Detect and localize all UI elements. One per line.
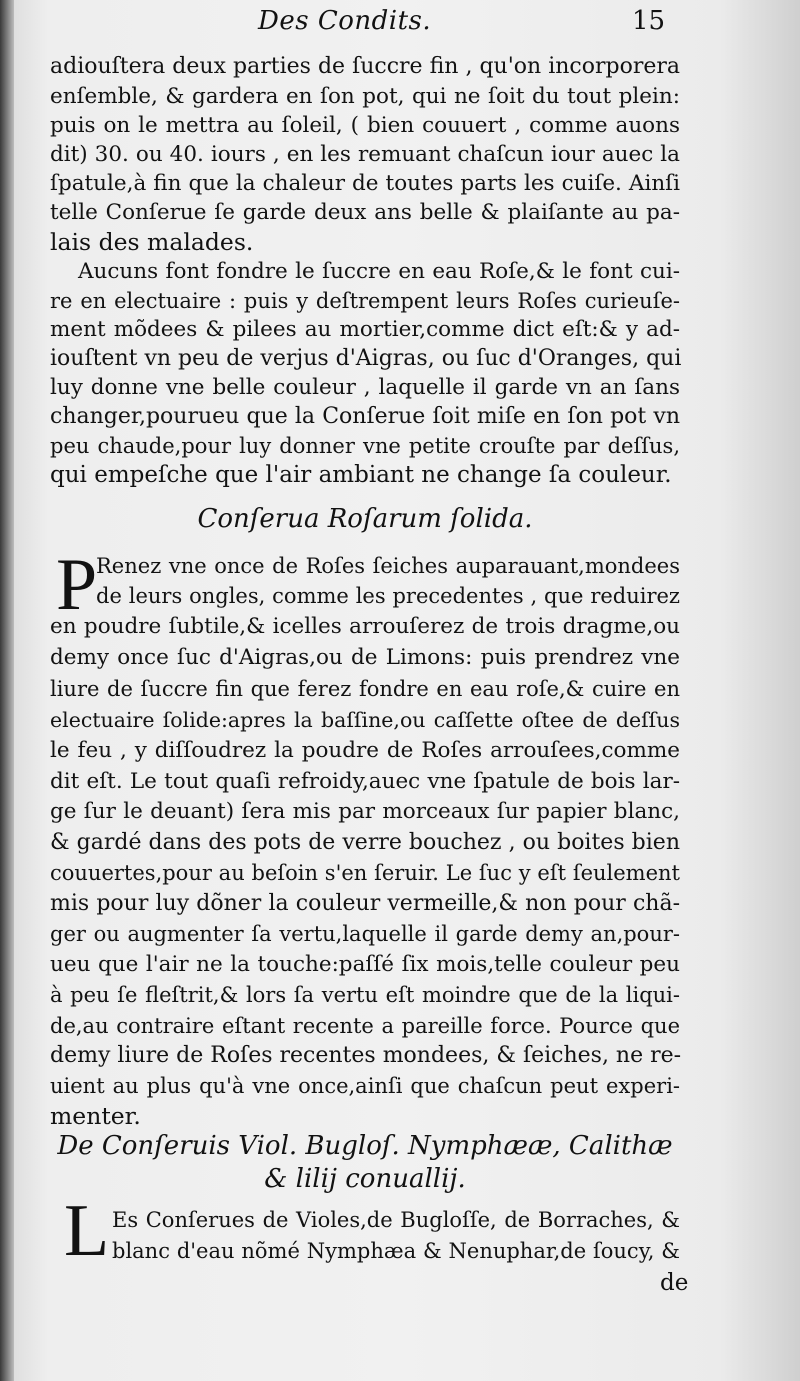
text-line: couuertes,pour au beſoin s'en ſeruir. Le ſuc y eſt ſeulement bbox=[50, 861, 680, 885]
text-line: de leurs ongles, comme les precedentes , que reduirez bbox=[96, 584, 680, 608]
text-line: en poudre ſubtile,& icelles arrouſerez de trois dragme,ou bbox=[50, 614, 680, 639]
page-number: 15 bbox=[632, 6, 666, 36]
text-line: changer,pourueu que la Conſerue ſoit miſe en ſon pot vn bbox=[50, 404, 680, 429]
catchword: de bbox=[660, 1270, 689, 1296]
text-line: & gardé dans des pots de verre bouchez , ou boites bien bbox=[50, 830, 680, 855]
text-line: Aucuns font fondre le ſuccre en eau Roſe,& le font cui- bbox=[78, 259, 680, 284]
drop-cap: P bbox=[56, 544, 98, 626]
text-line: peu chaude,pour luy donner vne petite crouſte par deſſus, bbox=[50, 434, 680, 458]
text-line: ge ſur le deuant) ſera mis par morceaux ſur papier blanc, bbox=[50, 799, 680, 824]
text-line: uient au plus qu'à vne once,ainſi que chaſcun peut experi- bbox=[50, 1074, 680, 1098]
drop-cap: L bbox=[64, 1190, 110, 1272]
text-line: dit eſt. Le tout quaſi refroidy,auec vne ſpatule de bois lar- bbox=[50, 769, 680, 794]
section-heading-continuation: & lilij conuallij. bbox=[264, 1164, 466, 1194]
text-line: ueu que l'air ne la touche:paſſé ſix mois,telle couleur peu bbox=[50, 952, 680, 977]
text-line: qui empeſche que l'air ambiant ne change ſa couleur. bbox=[50, 462, 672, 488]
section-heading: Conſerua Roſarum ſolida. bbox=[197, 504, 533, 534]
text-line: de,au contraire eſtant recente a pareille force. Pource que bbox=[50, 1014, 680, 1038]
text-line: telle Conſerue ſe garde deux ans belle & plaiſante au pa- bbox=[50, 200, 680, 225]
text-line: adiouſtera deux parties de ſuccre fin , qu'on incorporera bbox=[50, 54, 680, 79]
text-line: puis on le mettra au ſoleil, ( bien couuert , comme auons bbox=[50, 113, 680, 138]
text-line: luy donne vne belle couleur , laquelle il garde vn an ſans bbox=[50, 375, 680, 400]
page-gutter-shadow bbox=[0, 0, 14, 1381]
text-line: blanc d'eau nõmé Nymphæa & Nenuphar,de ſoucy, & bbox=[112, 1239, 680, 1263]
text-line: demy liure de Roſes recentes mondees, & ſeiches, ne re- bbox=[50, 1043, 682, 1068]
text-line: mis pour luy dõner la couleur vermeille,& non pour chã- bbox=[50, 891, 680, 916]
text-line: menter. bbox=[50, 1102, 141, 1130]
text-line: le feu , y diſſoudrez la poudre de Roſes arrouſees,comme bbox=[50, 738, 680, 763]
text-line: re en electuaire : puis y deſtrempent leurs Roſes curieuſe- bbox=[50, 289, 680, 313]
text-line: lais des malades. bbox=[50, 228, 254, 256]
text-line: demy once ſuc d'Aigras,ou de Limons: puis prendrez vne bbox=[50, 645, 680, 670]
text-line: à peu ſe fleſtrit,& lors ſa vertu eſt moindre que de la liqui- bbox=[50, 983, 680, 1007]
text-line: electuaire ſolide:apres la baſſine,ou caſſette oſtee de deſſus bbox=[50, 708, 680, 732]
text-line: ſpatule,à fin que la chaleur de toutes parts les cuiſe. Ainſi bbox=[50, 171, 680, 196]
text-line: Renez vne once de Roſes ſeiches auparauant,mondees bbox=[96, 554, 680, 578]
text-line: ger ou augmenter ſa vertu,laquelle il garde demy an,pour- bbox=[50, 922, 680, 946]
text-line: Es Conſerues de Violes,de Bugloſſe, de Borraches, & bbox=[112, 1208, 680, 1232]
section-heading: De Conſeruis Viol. Bugloſ. Nymphææ, Calithæ bbox=[57, 1131, 673, 1161]
text-line: liure de ſuccre fin que ferez fondre en eau roſe,& cuire en bbox=[50, 677, 680, 701]
text-line: ment mõdees & pilees au mortier,comme dict eſt:& y ad- bbox=[50, 317, 680, 342]
text-line: enſemble, & gardera en ſon pot, qui ne ſoit du tout plein: bbox=[50, 84, 680, 109]
text-line: iouſtent vn peu de verjus d'Aigras, ou ſuc d'Oranges, qui bbox=[50, 346, 682, 371]
text-line: dit) 30. ou 40. iours , en les remuant chaſcun iour auec la bbox=[50, 142, 680, 167]
running-head: Des Condits. bbox=[258, 6, 432, 36]
